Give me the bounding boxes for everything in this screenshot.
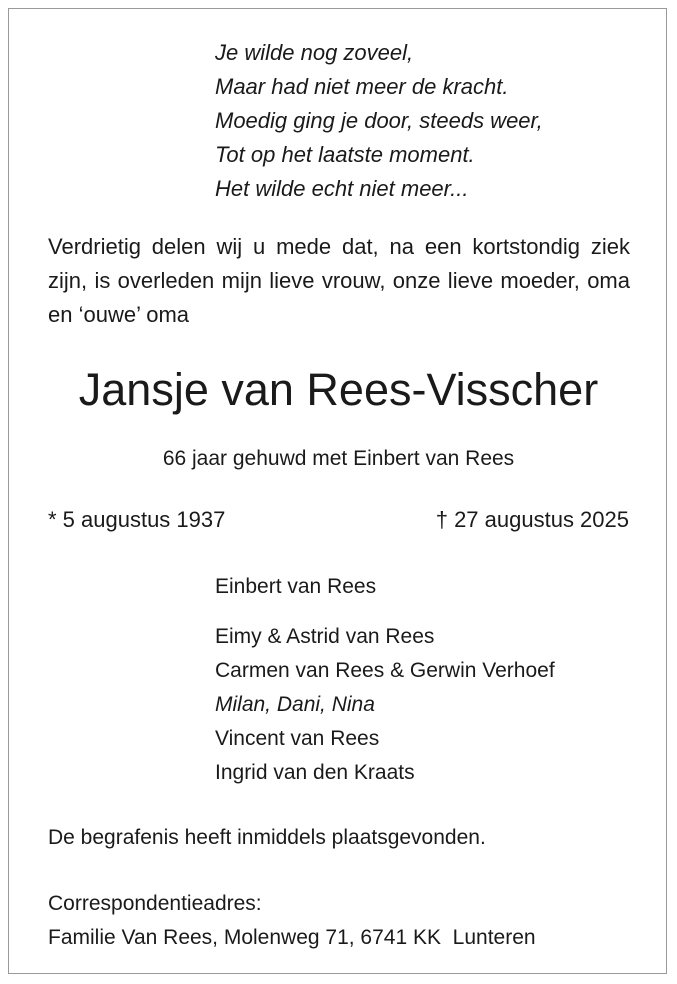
family-member: Vincent van Rees	[215, 727, 380, 750]
correspondence-address: Familie Van Rees, Molenweg 71, 6741 KK Lunteren	[48, 926, 536, 949]
birth-date: * 5 augustus 1937	[48, 507, 226, 532]
poem-line: Maar had niet meer de kracht.	[215, 74, 509, 99]
deceased-name: Jansje van Rees-Visscher	[78, 364, 599, 415]
funeral-notice: De begrafenis heeft inmiddels plaatsgevonden.	[48, 826, 486, 849]
poem-line: Het wilde echt niet meer...	[215, 176, 469, 201]
marriage-line: 66 jaar gehuwd met Einbert van Rees	[162, 447, 515, 470]
spouse-name: Einbert van Rees	[215, 575, 377, 598]
poem-line: Tot op het laatste moment.	[215, 142, 475, 167]
correspondence-block	[48, 887, 536, 955]
family-member: Eimy & Astrid van Rees	[215, 625, 435, 648]
grandchildren: Milan, Dani, Nina	[215, 693, 375, 716]
family-member: Carmen van Rees & Gerwin Verhoef	[215, 659, 555, 682]
family-list	[215, 620, 555, 790]
announcement-text: Verdrietig delen wij u mede dat, na een kortstondig ziek zijn, is overleden mijn lieve vrouw, onze lieve moeder, oma en ‘ouwe’ oma	[48, 234, 630, 327]
family-member: Ingrid van den Kraats	[215, 761, 415, 784]
poem-line: Je wilde nog zoveel,	[215, 40, 414, 65]
poem	[215, 36, 543, 206]
poem-line: Moedig ging je door, steeds weer,	[215, 108, 543, 133]
death-date: † 27 augustus 2025	[435, 507, 629, 532]
correspondence-label: Correspondentieadres:	[48, 892, 262, 915]
